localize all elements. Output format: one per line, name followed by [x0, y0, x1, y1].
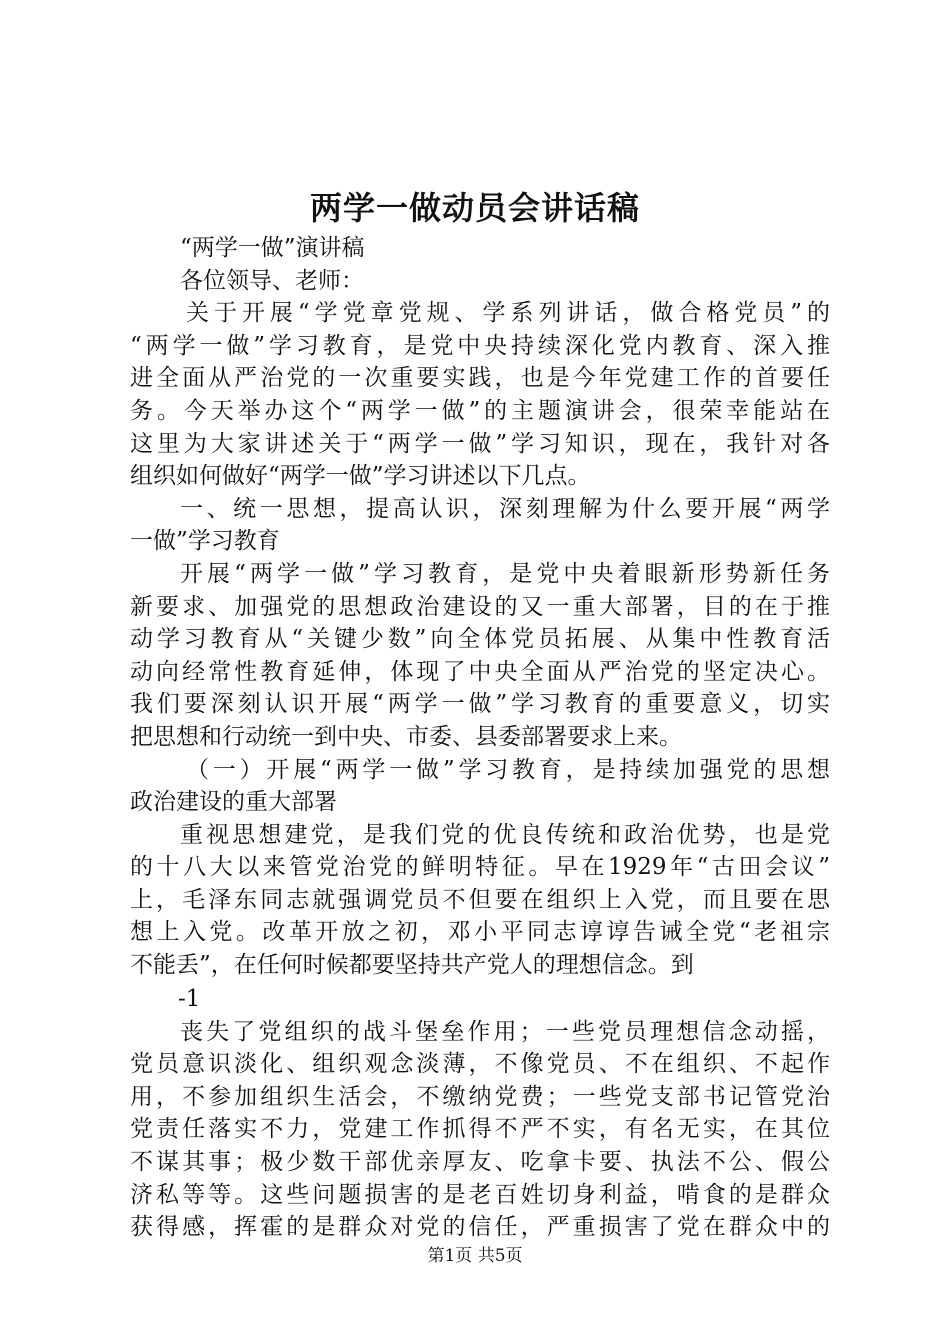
paragraph-line: 新要求、加强党的思想政治建设的又一重大部署，目的在于推 [130, 593, 830, 620]
section-heading: 一、统一思想，提高认识，深刻理解为什么要开展“两学 [180, 495, 830, 522]
paragraph-line: 开展“两学一做”学习教育，是党中央着眼新形势新任务 [180, 560, 830, 587]
paragraph-line: 用，不参加组织生活会，不缴纳党费；一些党支部书记管党治 [130, 1083, 830, 1110]
paragraph-line: “两学一做”学习教育，是党中央持续深化党内教育、深入推 [130, 332, 830, 359]
paragraph-line: 获得感，挥霍的是群众对党的信任，严重损害了党在群众中的 [130, 1214, 830, 1241]
section-heading: 一做”学习教育 [130, 528, 280, 555]
subsection-heading: （一）开展“两学一做”学习教育，是持续加强党的思想 [186, 756, 830, 783]
paragraph-line: 我们要深刻认识开展“两学一做”学习教育的重要意义，切实 [130, 691, 830, 718]
subsection-heading: 政治建设的重大部署 [130, 789, 337, 816]
paragraph-line: 动向经常性教育延伸，体现了中央全面从严治党的坚定决心。 [130, 658, 830, 685]
paragraph-line: 把思想和行动统一到中央、市委、县委部署要求上来。 [130, 723, 682, 750]
paragraph-line: 组织如何做好“两学一做”学习讲述以下几点。 [130, 463, 591, 490]
paragraph-line: 党责任落实不力，党建工作抓得不严不实，有名无实，在其位 [130, 1116, 830, 1143]
paragraph-line: 务。今天举办这个“两学一做”的主题演讲会，很荣幸能站在 [130, 397, 830, 424]
page-footer: 第1页 共5页 [427, 1246, 523, 1266]
paragraph-line: 不谋其事；极少数干部优亲厚友、吃拿卡要、执法不公、假公 [130, 1149, 830, 1176]
paragraph-line: 党员意识淡化、组织观念淡薄，不像党员、不在组织、不起作 [130, 1051, 830, 1078]
paragraph-line: 济私等等。这些问题损害的是老百姓切身利益，啃食的是群众 [130, 1181, 830, 1208]
paragraph-line: 动学习教育从“关键少数”向全体党员拓展、从集中性教育活 [130, 626, 830, 653]
inline-page-marker: -1 [178, 985, 201, 1012]
salutation: 各位领导、老师： [180, 267, 364, 294]
paragraph-line: 进全面从严治党的一次重要实践，也是今年党建工作的首要任 [130, 365, 830, 392]
document-title: 两学一做动员会讲话稿 [309, 189, 640, 227]
paragraph-line: 关于开展“学党章党规、学系列讲话，做合格党员”的 [186, 300, 830, 327]
paragraph-line: 不能丢”，在任何时候都要坚持共产党人的理想信念。到 [130, 952, 694, 979]
document-body [130, 232, 830, 1244]
paragraph-line: 想上入党。改革开放之初，邓小平同志谆谆告诫全党“老祖宗 [130, 919, 830, 946]
paragraph-line: 丧失了党组织的战斗堡垒作用；一些党员理想信念动摇， [180, 1018, 830, 1045]
paragraph-line: 的十八大以来管党治党的鲜明特征。早在1929年“古田会议” [130, 854, 830, 881]
speech-subtitle: “两学一做”演讲稿 [180, 235, 365, 261]
paragraph-line: 这里为大家讲述关于“两学一做”学习知识，现在，我针对各 [130, 430, 830, 457]
paragraph-line: 重视思想建党，是我们党的优良传统和政治优势，也是党 [180, 821, 830, 848]
paragraph-line: 上，毛泽东同志就强调党员不但要在组织上入党，而且要在思 [130, 886, 830, 913]
